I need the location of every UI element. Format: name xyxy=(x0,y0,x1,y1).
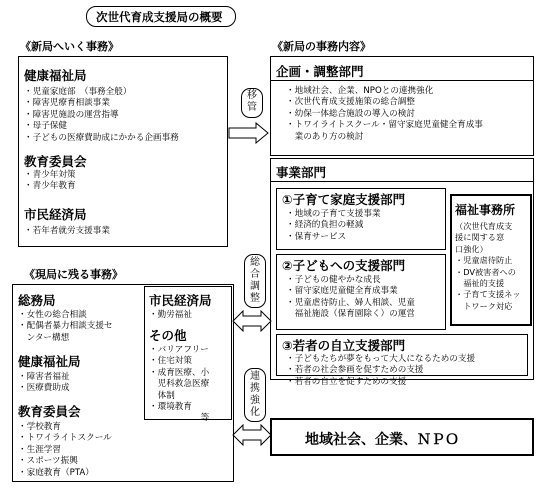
group-health-welfare-remaining: 健康福祉局 xyxy=(18,354,81,369)
list-item: ・経済的負担の軽減 xyxy=(286,220,364,231)
list-item: ・若者の社会参画を促すための支援 xyxy=(286,365,424,376)
list-item: ・環境教育 xyxy=(149,402,192,413)
group-other-items xyxy=(149,345,209,425)
group-health-welfare-remaining-items xyxy=(18,372,70,395)
list-item: 福祉的支援 xyxy=(455,278,505,289)
list-item: ・子育て支援ネッ xyxy=(455,289,521,300)
group-health-welfare-items xyxy=(24,87,179,144)
business-title: 事業部門 xyxy=(276,165,327,180)
transfer-arrow xyxy=(228,122,270,144)
bottom-left-heading: 《現局に残る事務》 xyxy=(24,268,123,281)
planning-divider xyxy=(270,80,534,81)
list-item: ンター構想 xyxy=(18,332,70,343)
community-label: 地域社会、企業、ＮＰＯ xyxy=(305,432,459,448)
cooperation-arrow xyxy=(232,424,272,446)
section-youth-title: ③若者の自立支援部門 xyxy=(282,338,406,353)
list-item: ・幼保一体総合施設の導入の検討 xyxy=(286,108,415,119)
list-item: ・児童虐待防止、婦人相談、児童 xyxy=(286,297,415,308)
list-item: ・児童虐待防止 xyxy=(455,255,513,266)
left-top-heading: 《新局へいく事務》 xyxy=(20,40,119,53)
list-item: ・子どもたちが夢をもって大人になるための支援 xyxy=(286,354,476,364)
list-item: トワーク対応 xyxy=(455,300,513,311)
section-childcare-items xyxy=(286,209,381,243)
section-childcare-title: ①子育て家庭支援部門 xyxy=(282,192,406,207)
list-item: ・学校教育 xyxy=(18,422,61,432)
list-item: ・青少年教育 xyxy=(24,181,76,192)
list-item: ・青少年対策 xyxy=(24,170,76,180)
list-item: ・子どもの医療費助成にかかる企画事務 xyxy=(24,132,179,143)
cooperation-label: 連 携 強 化 xyxy=(250,371,260,418)
list-item: 体制 xyxy=(149,390,175,401)
group-education-remaining: 教育委員会 xyxy=(18,404,81,419)
list-item: ・児童家庭部 （事務全般） xyxy=(24,87,132,97)
list-item: ・子どもの健やかな成長 xyxy=(286,275,381,285)
list-item: 業のあり方の検討 xyxy=(286,131,364,142)
coordination-arrow xyxy=(232,310,272,332)
transfer-label: 移 管 xyxy=(247,90,257,113)
planning-title: 企画・調整部門 xyxy=(276,64,364,79)
list-item: ・トワイライトスクール・留守家庭児童健全育成事 xyxy=(286,120,483,131)
list-item: ・生涯学習 xyxy=(18,444,61,455)
list-item: 援に関する窓 xyxy=(455,232,505,243)
list-item: 口強化） xyxy=(455,243,488,254)
list-item: ・成育医療、小 xyxy=(149,367,210,378)
list-item: ・母子保健 xyxy=(24,121,67,132)
list-item: ・女性の総合相談 xyxy=(18,310,87,320)
group-education: 教育委員会 xyxy=(24,154,87,169)
list-item: ・スポーツ振興 xyxy=(18,456,78,467)
list-item: ・DV被害者への xyxy=(455,266,516,277)
group-education-items xyxy=(24,170,76,193)
list-item: ・保育サービス xyxy=(286,231,347,242)
group-civic-economy-items xyxy=(24,226,110,237)
coordination-label: 総 合 調 整 xyxy=(250,257,260,304)
list-item: 等 xyxy=(149,413,210,424)
planning-items xyxy=(286,86,483,143)
group-health-welfare: 健康福祉局 xyxy=(24,68,87,83)
list-item: ・配偶者暴力相談支援セ xyxy=(18,321,113,332)
list-item: ・次世代育成支援施策の総合調整 xyxy=(286,97,415,108)
section-youth-items xyxy=(286,354,475,388)
welfare-office-title: 福祉事務所 xyxy=(455,203,516,217)
list-item: ・バリアフリー xyxy=(149,345,209,355)
section-children-items xyxy=(286,275,415,321)
group-civic-economy-remaining: 市民経済局 xyxy=(149,293,212,308)
list-item: ・障害児施設の運営指導 xyxy=(24,109,119,120)
group-education-remaining-items xyxy=(18,422,112,479)
list-item: ・若者の自立を促すための支援 xyxy=(286,376,407,387)
list-item: ・地域社会、企業、NPOとの連携強化 xyxy=(286,86,434,96)
list-item: ・地域の子育て支援事業 xyxy=(286,209,381,219)
list-item: ・若年者就労支援事業 xyxy=(24,226,110,236)
list-item: ・勤労福祉 xyxy=(149,310,192,320)
list-item: 児科救急医療 xyxy=(149,379,210,390)
list-item: （次世代育成支 xyxy=(455,221,513,231)
section-children-title: ②子どもへの支援部門 xyxy=(282,258,406,273)
list-item: ・住宅対策 xyxy=(149,356,192,367)
page-title: 次世代育成支援局の概要 xyxy=(96,10,223,24)
group-civic-economy: 市民経済局 xyxy=(24,207,87,222)
list-item: ・障害者福祉 xyxy=(18,372,70,382)
group-general-affairs-items xyxy=(18,310,113,344)
list-item: 福祉施設（保育園除く）の運営 xyxy=(286,309,415,320)
list-item: ・家庭教育（PTA） xyxy=(18,467,94,478)
welfare-office-items xyxy=(455,221,521,312)
group-civic-economy-remaining-items xyxy=(149,310,192,321)
list-item: ・医療費助成 xyxy=(18,383,70,394)
list-item: ・トワイライトスクール xyxy=(18,433,112,444)
group-general-affairs: 総務局 xyxy=(18,293,56,308)
right-top-heading: 《新局の事務内容》 xyxy=(272,40,371,53)
group-other: その他 xyxy=(149,328,187,343)
list-item: ・留守家庭児童健全育成事業 xyxy=(286,286,398,297)
list-item: ・障害児療育相談事業 xyxy=(24,98,110,109)
business-divider xyxy=(270,181,534,182)
